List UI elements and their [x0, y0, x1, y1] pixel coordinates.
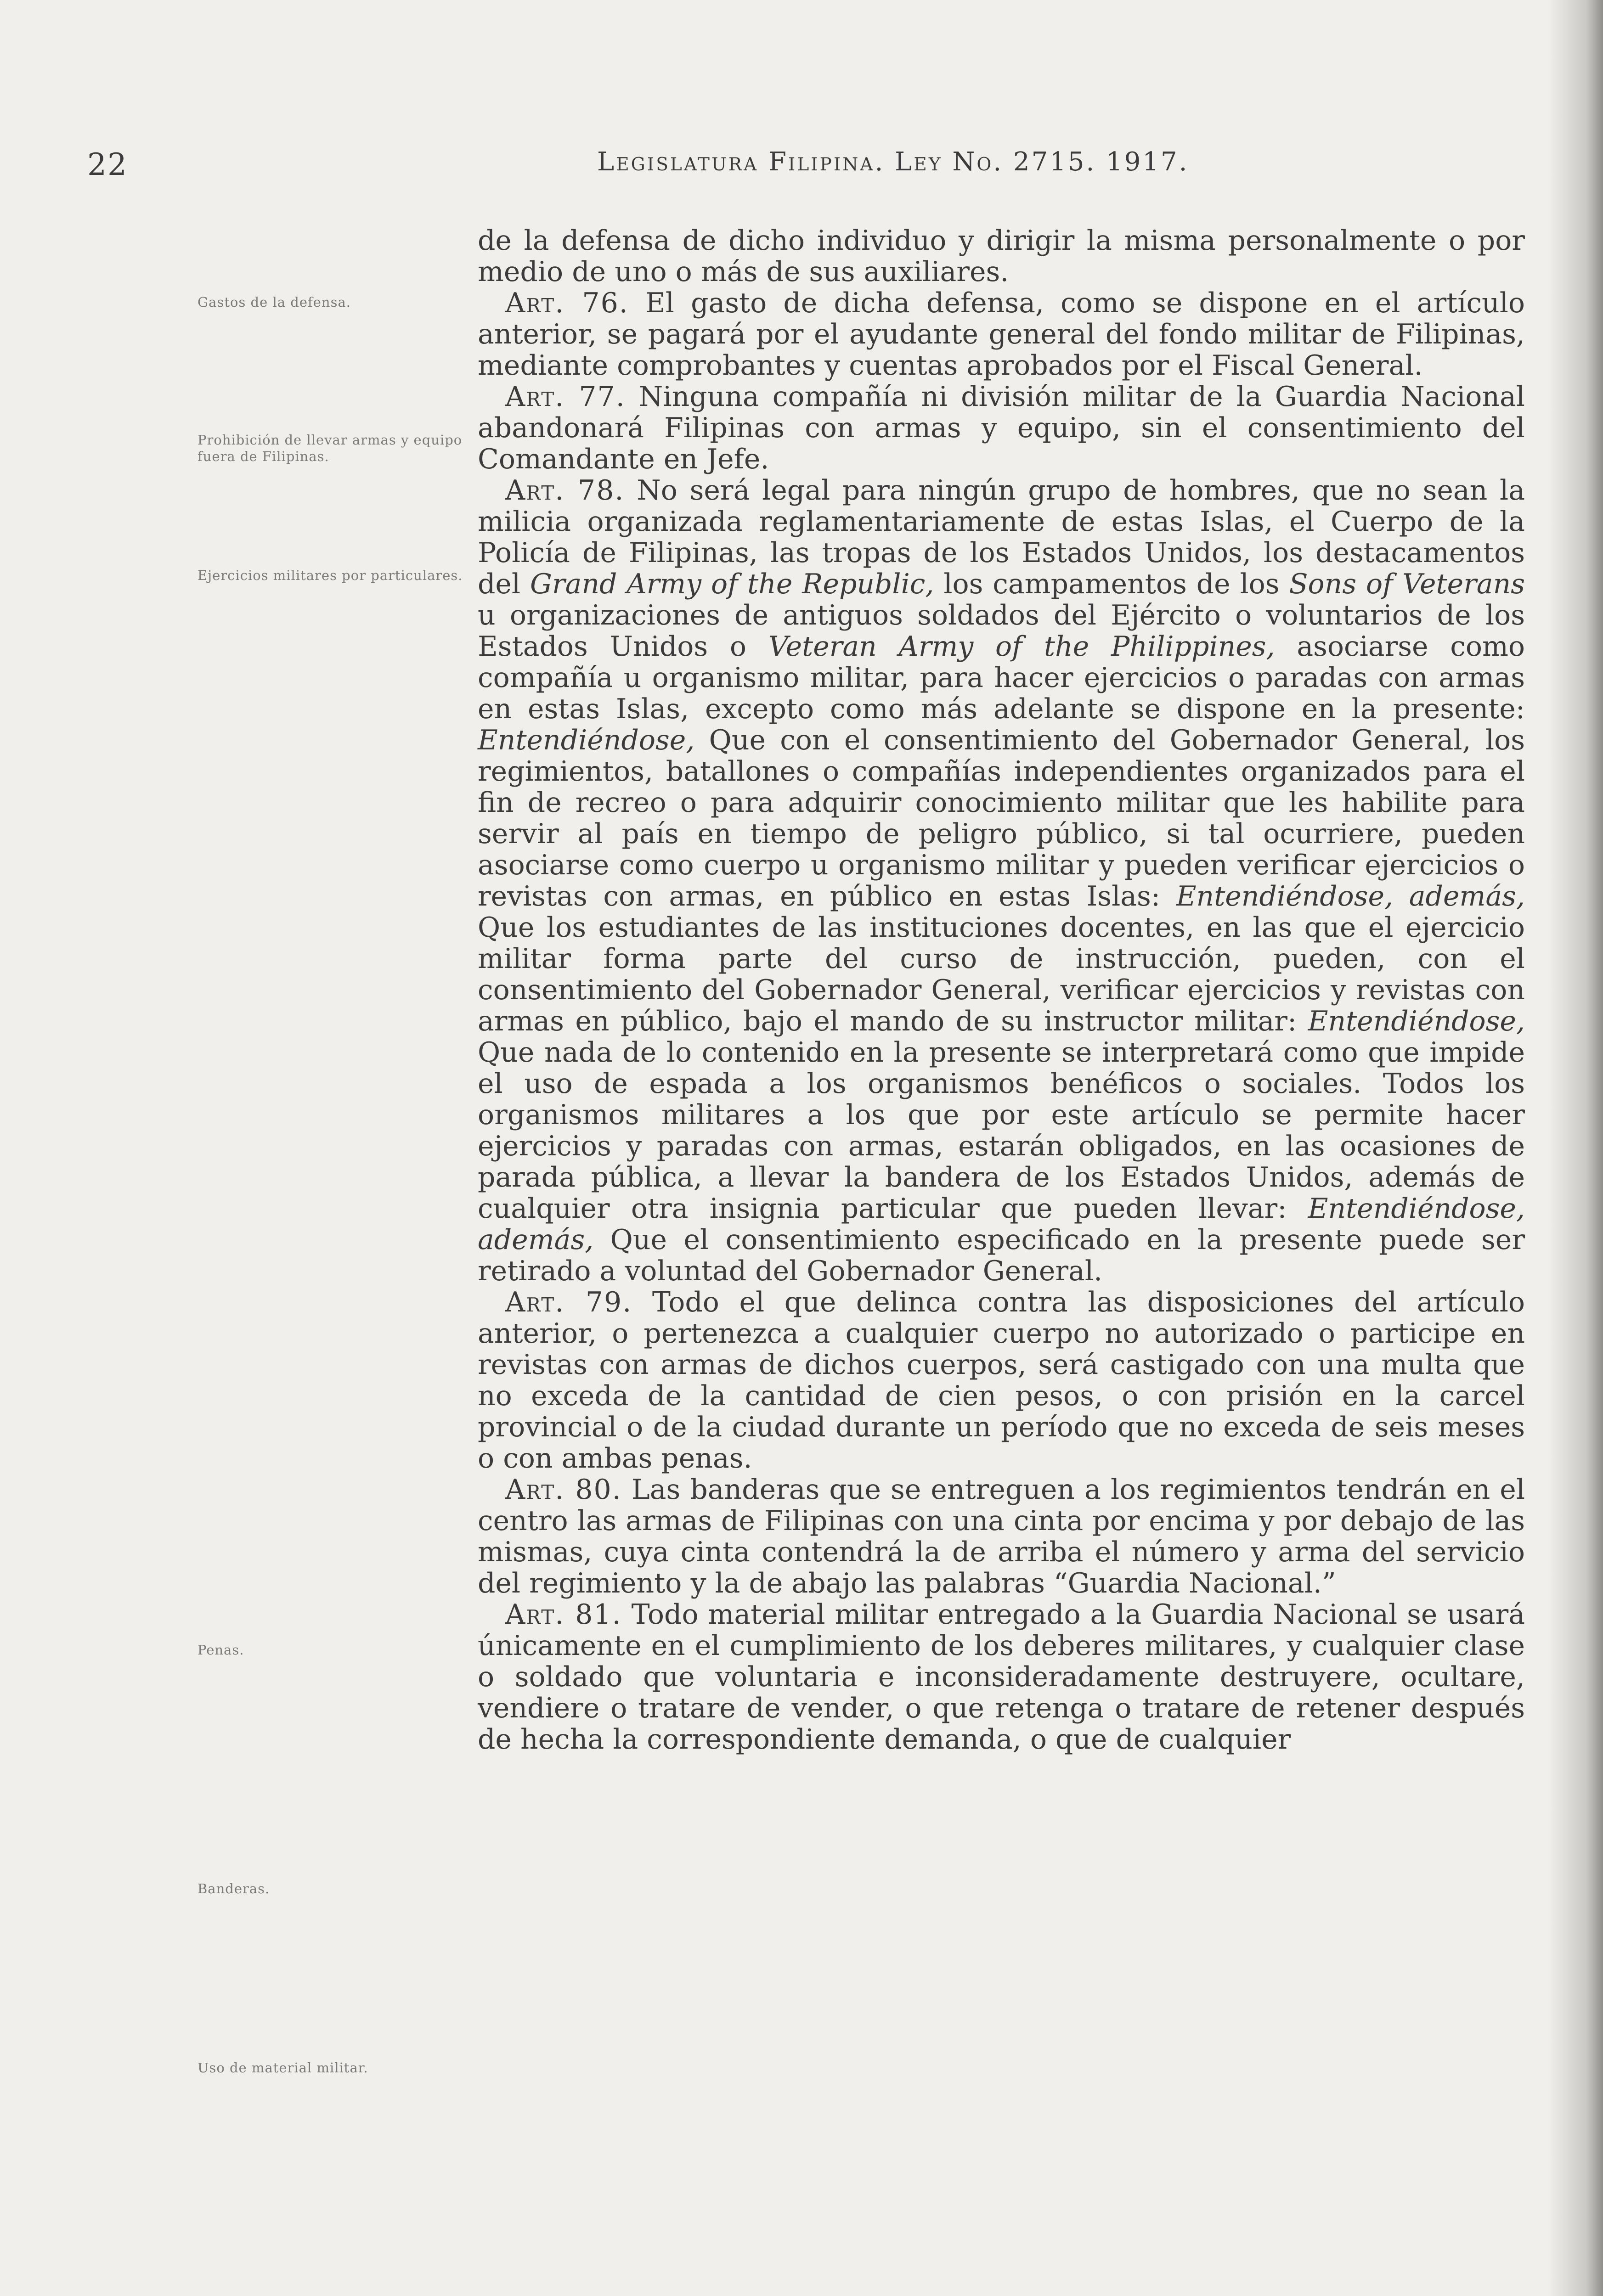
article-78	[478, 475, 1525, 1287]
sidenote-ejercicios: Ejercicios militares por particulares.	[198, 568, 463, 583]
article-text: Todo material militar entregado a la Guardia Nacional se usará únicamente en el cumplimiento de los deberes militares, y cualquier clase o soldado que voluntaria e inconsideradamente destruyere, ocultare, vendiere o tratare de vender, o que retenga o tratare de retener después de hecha la correspondiente demanda, o que de cualquier	[478, 1598, 1525, 1756]
article-80	[478, 1474, 1525, 1599]
article-79	[478, 1287, 1525, 1474]
paragraph-continuation: de la defensa de dicho individuo y dirigir la misma personalmente o por medio de uno o más de sus auxiliares.	[478, 225, 1525, 288]
sidenote-uso-material: Uso de material militar.	[198, 2060, 368, 2076]
italic-name: Sons of Veterans	[1289, 568, 1525, 600]
article-text: No será legal para ningún grupo de hombres, que no sean la milicia organizada reglamentariamente de estas Islas, el Cuerpo de la Policía de Filipinas, las tropas de los Estados Unidos, los destacamentos del	[478, 474, 1525, 600]
italic-name: Veteran Army of the Philippines,	[768, 630, 1275, 663]
article-text: los campamentos de los	[943, 568, 1280, 600]
proviso: Entendiéndose, además,	[478, 1193, 1525, 1256]
article-text: Ninguna compañía ni división militar de la Guardia Nacional abandonará Filipinas con armas y equipo, sin el consentimiento del Comandante en Jefe.	[478, 381, 1525, 475]
article-text: El gasto de dicha defensa, como se dispone en el artículo anterior, se pagará por el ayudante general del fondo militar de Filipinas, mediante comprobantes y cuentas aprobados por el Fiscal General.	[478, 287, 1525, 382]
article-text: Todo el que delinca contra las disposiciones del artículo anterior, o pertenezca a cualquier cuerpo no autorizado o participe en revistas con armas de dichos cuerpos, será castigado con una multa que no exceda de la cantidad de cien pesos, o con prisión en la carcel provincial o de la ciudad durante un período que no exceda de seis meses o con ambas penas.	[478, 1286, 1525, 1474]
article-label: Art. 76.	[505, 287, 629, 319]
proviso: Entendiéndose,	[1308, 1005, 1525, 1037]
proviso: Entendiéndose, además,	[1176, 880, 1525, 912]
article-text: u organizaciones de antiguos soldados del Ejército o voluntarios de los Estados Unidos o	[478, 599, 1525, 663]
running-head: Legislatura Filipina. Ley No. 2715. 1917.	[597, 147, 1189, 177]
article-text: Las banderas que se entreguen a los regimientos tendrán en el centro las armas de Filipinas con una cinta por encima y por debajo de las mismas, cuya cinta contendrá la de arriba el número y arma del servicio del regimiento y la de abajo las palabras “Guardia Nacional.”	[478, 1474, 1525, 1599]
proviso: Entendiéndose,	[478, 724, 695, 756]
italic-name: Grand Army of the Republic,	[530, 568, 934, 600]
article-text: Que los estudiantes de las instituciones docentes, en las que el ejercicio militar forma parte del curso de instrucción, pueden, con el consentimiento del Gobernador General, verificar ejercicios y revistas con armas en público, bajo el mando de su instructor militar:	[478, 912, 1525, 1037]
article-label: Art. 81.	[505, 1598, 622, 1631]
article-label: Art. 77.	[505, 381, 626, 413]
sidenote-gastos: Gastos de la defensa.	[198, 294, 351, 310]
sidenote-penas: Penas.	[198, 1642, 244, 1658]
article-label: Art. 78.	[505, 474, 625, 506]
sidenote-banderas: Banderas.	[198, 1881, 270, 1896]
article-81	[478, 1599, 1525, 1755]
article-text: Que nada de lo contenido en la presente se interpretará como que impide el uso de espada a los organismos benéficos o sociales. Todos los organismos militares a los que por este artículo se permite hacer ejercicios y paradas con armas, estarán obligados, en las ocasiones de parada pública, a llevar la bandera de los Estados Unidos, además de cualquier otra insignia particular que pueden llevar:	[478, 1036, 1525, 1225]
article-text: asociarse como compañía u organismo militar, para hacer ejercicios o paradas con armas en estas Islas, excepto como más adelante se dispone en la presente:	[478, 630, 1525, 725]
page-header	[0, 147, 1603, 184]
sidenote-prohibicion: Prohibición de llevar armas y equipo fuera de Filipinas.	[198, 432, 463, 464]
article-77	[478, 381, 1525, 475]
page-edge-shadow	[1548, 0, 1603, 2296]
article-76	[478, 287, 1525, 381]
body-text	[478, 225, 1525, 1755]
page-number: 22	[87, 147, 128, 182]
article-label: Art. 79.	[505, 1286, 632, 1318]
article-label: Art. 80.	[505, 1474, 622, 1506]
article-text: Que el consentimiento especificado en la presente puede ser retirado a voluntad del Gobernador General.	[478, 1224, 1525, 1287]
article-text: Que con el consentimiento del Gobernador General, los regimientos, batallones o compañías independientes organizados para el fin de recreo o para adquirir conocimiento militar que les habilite para servir al país en tiempo de peligro público, si tal ocurriere, pueden asociarse como cuerpo u organismo militar y pueden verificar ejercicios o revistas con armas, en público en estas Islas:	[478, 724, 1525, 912]
